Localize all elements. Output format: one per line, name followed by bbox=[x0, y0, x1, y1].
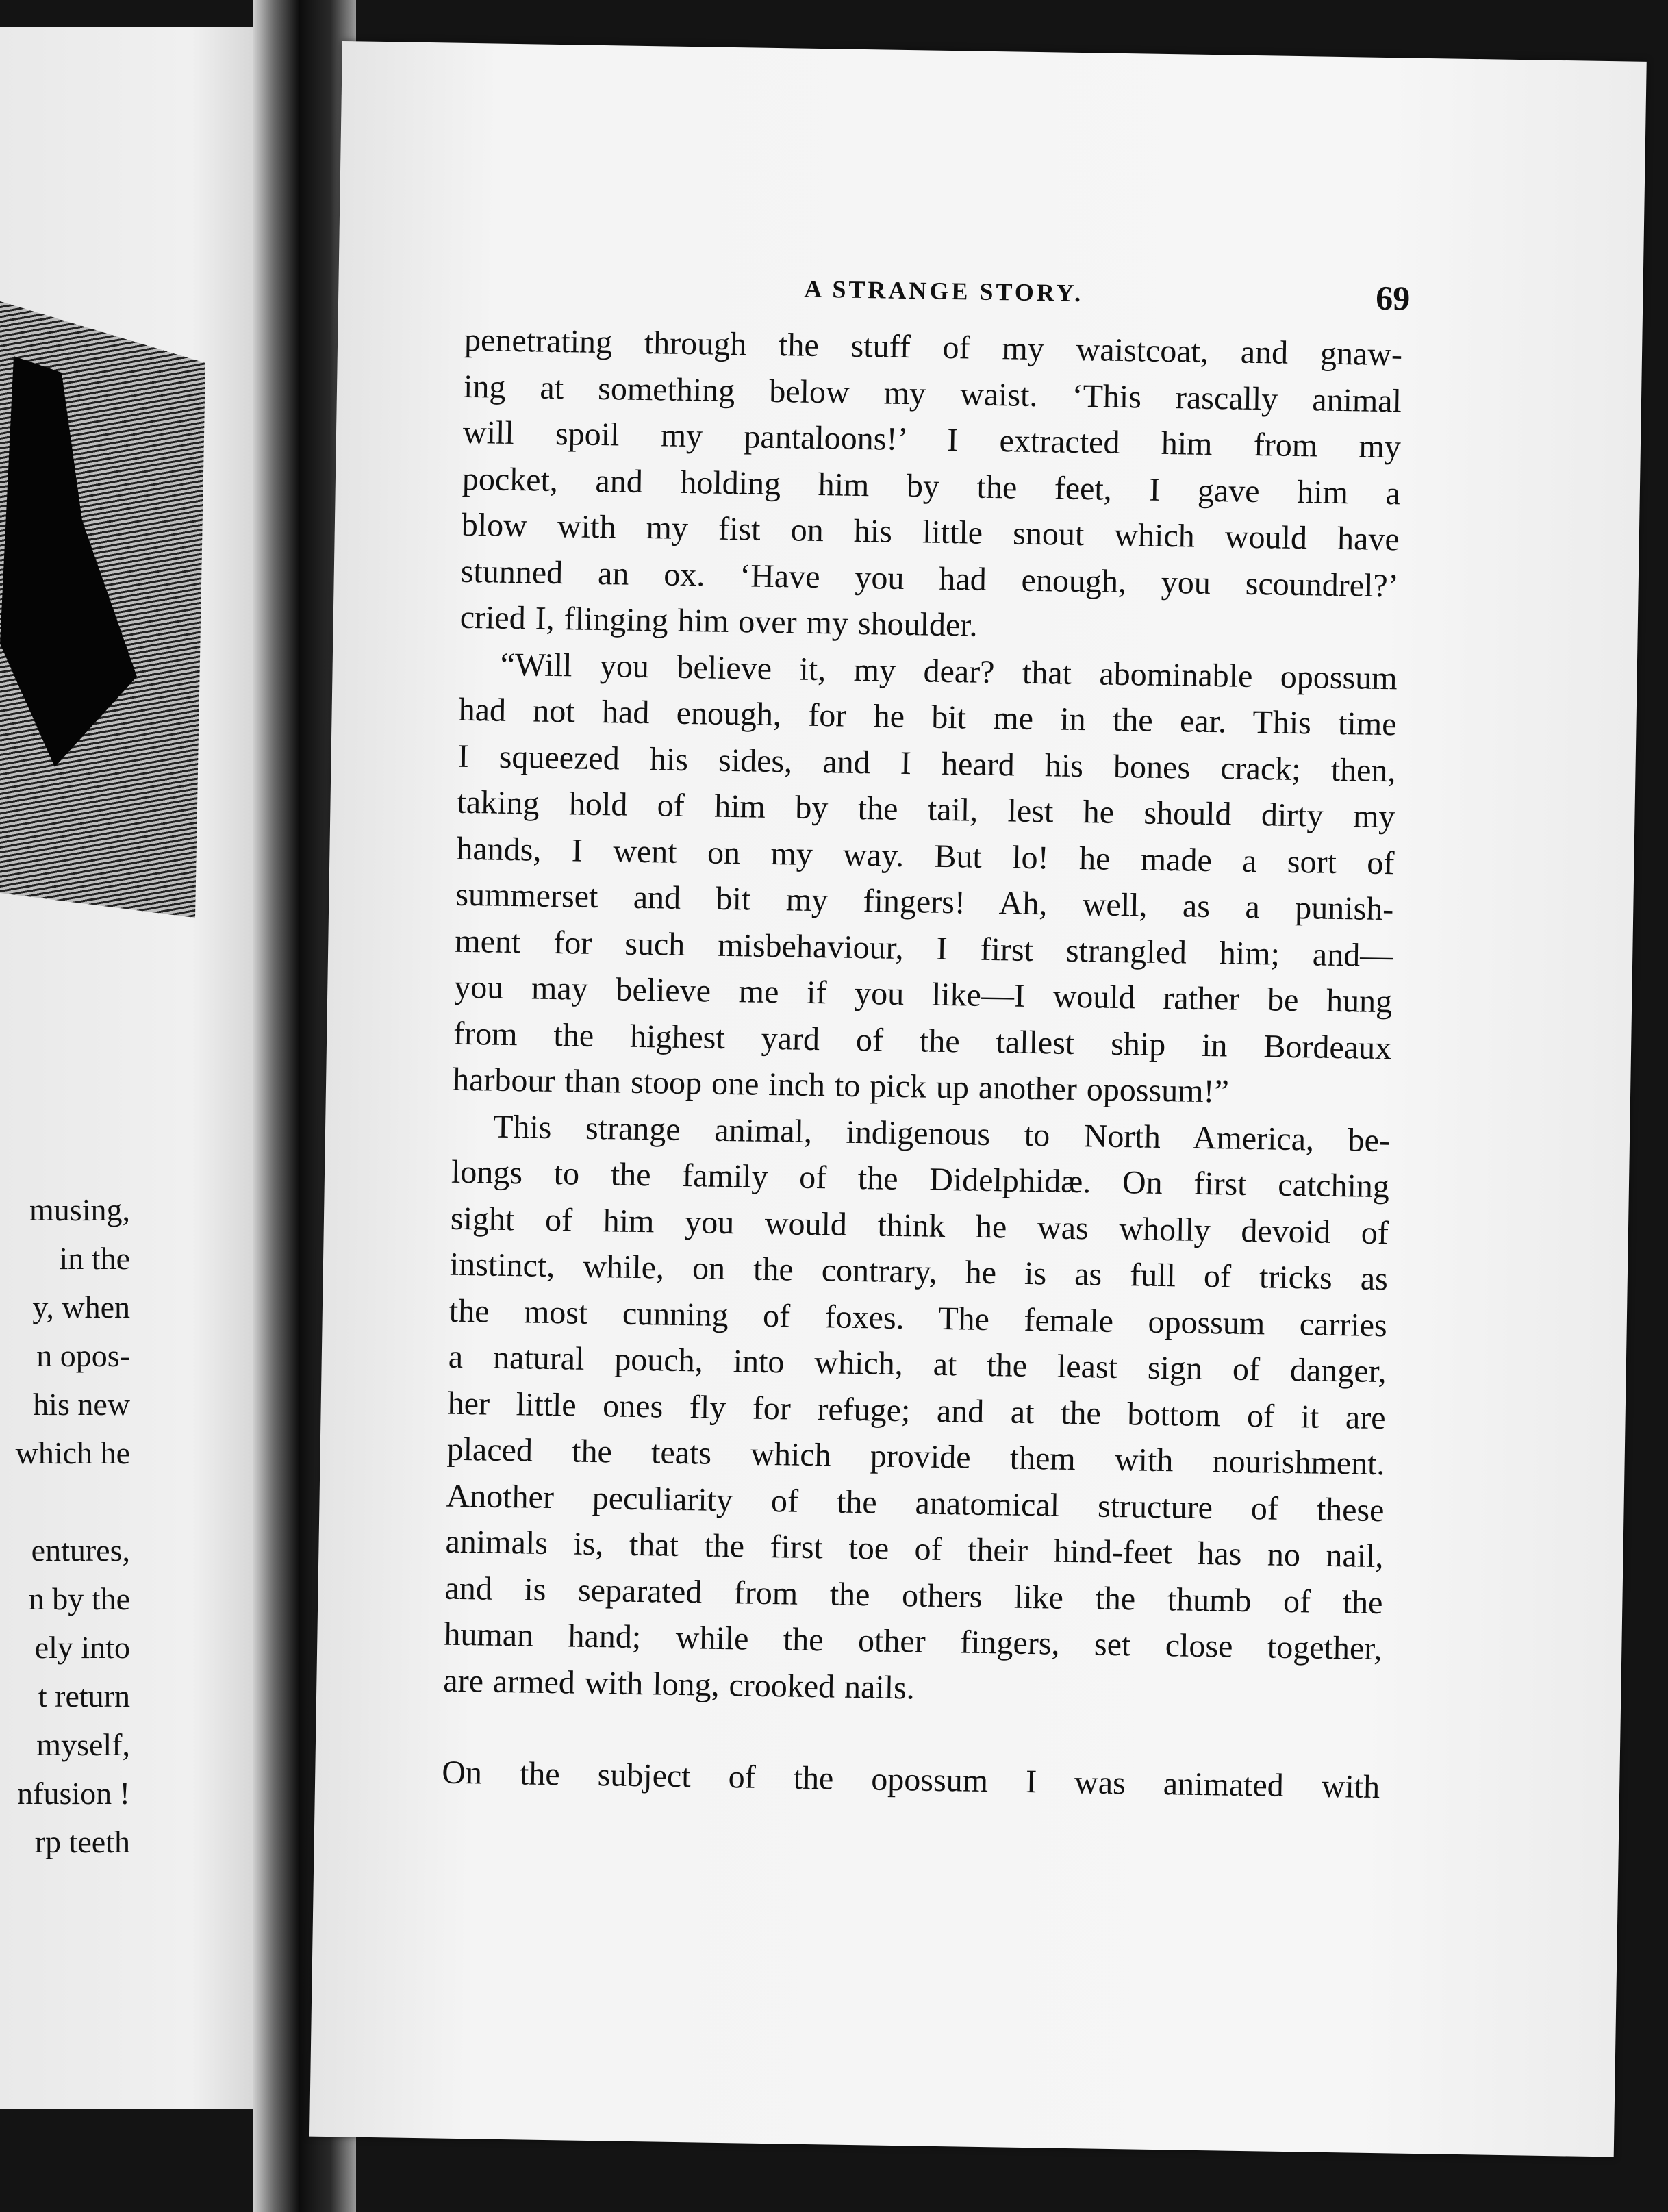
text-line: the most cunning of foxes. The female opossum carries bbox=[448, 1292, 1388, 1344]
text-line: penetrating through the stuff of my waistcoat, and gnaw- bbox=[464, 321, 1403, 373]
text-line: I squeezed his sides, and I heard his bones crack; then, bbox=[457, 738, 1396, 789]
left-page-line: rp teeth bbox=[34, 1824, 130, 1859]
text-line: sight of him you would think he was wholly devoid of bbox=[450, 1200, 1389, 1251]
text-line: stunned an ox. ‘Have you had enough, you scoundrel?’ bbox=[460, 553, 1400, 604]
left-page-line: musing, bbox=[29, 1192, 130, 1227]
text-line: and is separated from the others like the thumb of the bbox=[444, 1570, 1383, 1621]
text-line: summerset and bit my fingers! Ah, well, as a punish- bbox=[455, 876, 1394, 928]
text-line: blow with my fist on his little snout which would have bbox=[461, 506, 1400, 558]
left-page-line: his new bbox=[33, 1387, 130, 1422]
text-line: instinct, while, on the contrary, he is as full of tricks as bbox=[449, 1246, 1389, 1298]
text-line: pocket, and holding him by the feet, I gave him a bbox=[462, 460, 1401, 512]
text-line: ing at something below my waist. ‘This rascally animal bbox=[463, 368, 1402, 419]
body-text bbox=[442, 317, 1403, 1811]
text-line: you may believe me if you like—I would rather be hung bbox=[453, 968, 1393, 1020]
left-page-line: y, when bbox=[32, 1290, 130, 1324]
left-page-line: myself, bbox=[36, 1727, 130, 1762]
page-number: 69 bbox=[1375, 278, 1411, 318]
left-facing-page bbox=[0, 27, 274, 2109]
left-page-line: which he bbox=[15, 1435, 130, 1470]
left-page-line: nfusion ! bbox=[17, 1776, 130, 1811]
left-page-line: in the bbox=[59, 1241, 130, 1276]
text-line: will spoil my pantaloons!’ I extracted him from my bbox=[462, 414, 1402, 466]
running-head: A STRANGE STORY. bbox=[804, 275, 1084, 307]
text-line: This strange animal, indigenous to North America, be- bbox=[492, 1108, 1391, 1159]
left-page-line: entures, bbox=[31, 1533, 130, 1568]
page bbox=[309, 41, 1647, 2157]
text-line: cried I, flinging him over my shoulder. bbox=[459, 599, 978, 644]
text-line: ment for such misbehaviour, I first strangled him; and— bbox=[454, 922, 1393, 974]
text-line: are armed with long, crooked nails. bbox=[443, 1662, 915, 1706]
text-line: “Will you believe it, my dear? that abominable opossum bbox=[500, 646, 1398, 696]
text-line: placed the teats which provide them with nourishment. bbox=[446, 1431, 1385, 1483]
left-page-line: n opos- bbox=[36, 1338, 130, 1373]
left-page-line: t return bbox=[38, 1679, 130, 1713]
text-line: had not had enough, for he bit me in the ear. This time bbox=[458, 691, 1397, 743]
text-line: human hand; while the other fingers, set close together, bbox=[444, 1616, 1382, 1668]
text-line: her little ones fly for refuge; and at the bottom of it are bbox=[447, 1385, 1387, 1436]
text-line: taking hold of him by the tail, lest he should dirty my bbox=[457, 783, 1395, 835]
text-line: hands, I went on my way. But lo! he made a sort of bbox=[456, 830, 1395, 881]
left-page-line: ely into bbox=[34, 1630, 130, 1665]
text-line: Another peculiarity of the anatomical structure of these bbox=[446, 1477, 1385, 1529]
left-page-line: n by the bbox=[28, 1581, 130, 1616]
text-line: from the highest yard of the tallest ship in Bordeaux bbox=[453, 1015, 1392, 1066]
text-line: harbour than stoop one inch to pick up another opossum!” bbox=[452, 1061, 1230, 1110]
text-line: longs to the family of the Didelphidæ. On first catching bbox=[451, 1153, 1390, 1205]
text-line: a natural pouch, into which, at the least sign of danger, bbox=[448, 1338, 1387, 1390]
text-line: animals is, that the first toe of their hind-feet has no nail, bbox=[445, 1523, 1384, 1575]
final-line: On the subject of the opossum I was animated with bbox=[441, 1754, 1380, 1806]
